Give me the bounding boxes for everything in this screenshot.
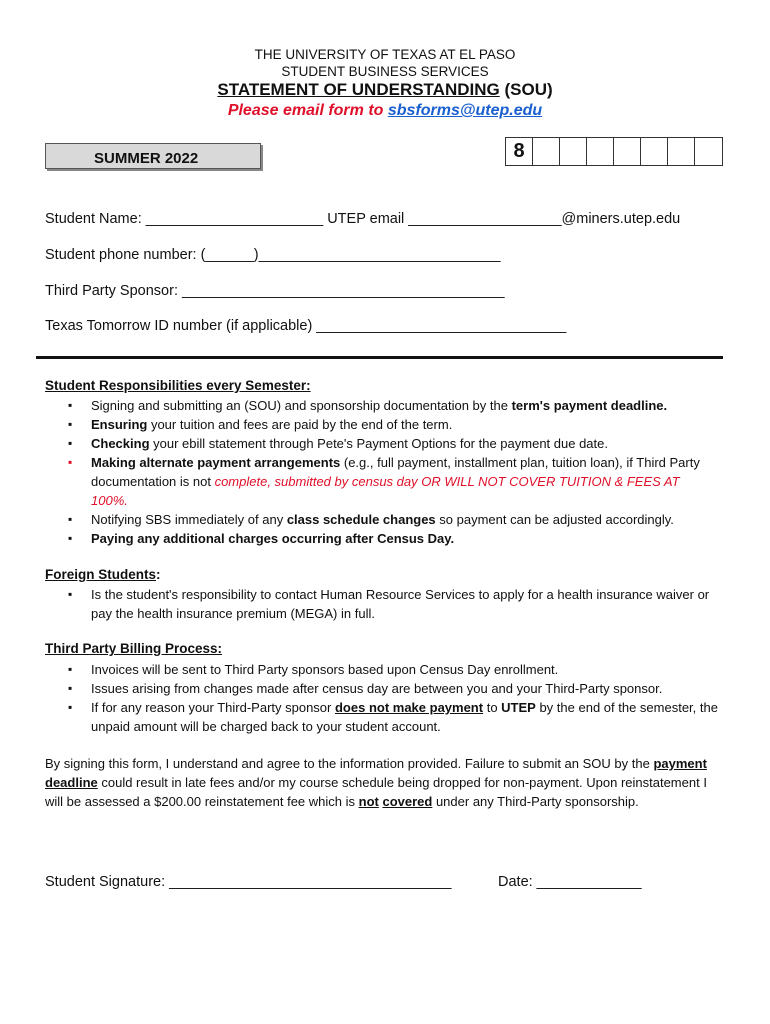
agreement-text: By signing this form, I understand and agree to the information provided. Failure to submit an SOU by the (45, 756, 654, 771)
item-bold: Paying any additional charges occurring after Census Day. (91, 531, 455, 546)
billing-heading: Third Party Billing Process: (45, 641, 223, 656)
item-text: by the end of the semester, the unpaid amount will be charged back to your student account. (91, 700, 718, 734)
agreement-emphasis: not (358, 794, 379, 809)
item-text: Signing and submitting an (SOU) and sponsorship documentation by the (91, 398, 512, 413)
item-bold: term's payment deadline. (511, 398, 668, 413)
university-name: THE UNIVERSITY OF TEXAS AT EL PASO (254, 47, 516, 62)
list-item (68, 453, 718, 510)
form-title (0, 80, 770, 100)
item-text: so payment can be adjusted accordingly. (435, 512, 674, 527)
item-bold: UTEP (501, 700, 536, 715)
id-cell[interactable] (668, 138, 695, 165)
item-warning: complete, submitted by census day OR WILL NOT COVER TUITION & FEES AT 100%. (91, 474, 680, 508)
item-text: your ebill statement through Pete's Payment Options for the payment due date. (149, 436, 608, 451)
item-text: (e.g., full payment, installment plan, tuition loan), if Third Party documentation is not (91, 455, 700, 489)
item-text: Invoices will be sent to Third Party sponsors based upon Census Day enrollment. (91, 662, 559, 677)
list-item (68, 679, 718, 698)
agreement-emphasis: covered (382, 794, 433, 809)
student-name-email-field[interactable]: Student Name: ______________________ UTEP email ___________________@miners.utep.edu (45, 211, 681, 227)
responsibilities-heading: Student Responsibilities every Semester: (45, 378, 311, 393)
sponsor-field[interactable]: Third Party Sponsor: ________________________________________ (45, 283, 505, 299)
list-item (68, 660, 718, 679)
item-text: your tuition and fees are paid by the end of the term. (147, 417, 453, 432)
foreign-heading-text: Foreign Students (45, 567, 156, 582)
id-cell[interactable]: 8 (506, 138, 533, 165)
billing-list (68, 660, 718, 736)
foreign-list (68, 585, 718, 623)
list-item (68, 510, 718, 529)
list-item (68, 698, 718, 736)
agreement-paragraph (45, 754, 725, 811)
texas-tomorrow-field[interactable]: Texas Tomorrow ID number (if applicable) _______________________________ (45, 318, 567, 334)
item-bold: Checking (91, 436, 150, 451)
foreign-heading-colon: : (156, 567, 161, 582)
id-cell[interactable] (560, 138, 587, 165)
item-bold: Making alternate payment arrangements (91, 455, 341, 470)
item-text: Is the student's responsibility to contact Human Resource Services to apply for a health insurance waiver or pay the health insurance premium (MEGA) in full. (91, 587, 710, 621)
term-label: SUMMER 2022 (94, 150, 199, 167)
id-cell[interactable] (533, 138, 560, 165)
item-bold: class schedule changes (286, 512, 436, 527)
list-item (68, 396, 718, 415)
item-emphasis: does not make payment (334, 700, 484, 715)
form-title-main: STATEMENT OF UNDERSTANDING (217, 80, 500, 99)
email-link[interactable]: sbsforms@utep.edu (387, 102, 543, 119)
form-title-suffix: (SOU) (499, 80, 553, 99)
id-cell[interactable] (695, 138, 722, 165)
agreement-text: under any Third-Party sponsorship. (432, 794, 639, 809)
foreign-heading (45, 567, 161, 582)
student-id-grid[interactable] (505, 137, 723, 166)
agreement-text: could result in late fees and/or my course schedule being dropped for non-payment. Upon reinstatement I will be assessed a $200.00 reinstatement fee which is (45, 775, 707, 809)
item-text: Notifying SBS immediately of any (91, 512, 287, 527)
date-field[interactable]: Date: _____________ (498, 874, 642, 890)
id-cell[interactable] (641, 138, 668, 165)
id-cell[interactable] (614, 138, 641, 165)
item-text: to (483, 700, 502, 715)
responsibilities-list (68, 396, 718, 548)
term-box (45, 143, 261, 169)
item-bold: Ensuring (91, 417, 148, 432)
list-item (68, 585, 718, 623)
id-cell[interactable] (587, 138, 614, 165)
list-item (68, 529, 718, 548)
department-name: STUDENT BUSINESS SERVICES (281, 64, 489, 79)
item-text: If for any reason your Third-Party sponsor (91, 700, 335, 715)
list-item (68, 415, 718, 434)
phone-field[interactable]: Student phone number: (______)______________________________ (45, 247, 501, 263)
agreement-emphasis: payment deadline (45, 756, 707, 790)
list-item (68, 434, 718, 453)
email-prefix: Please email form to (227, 102, 388, 119)
divider (36, 356, 723, 359)
signature-field[interactable]: Student Signature: ___________________________________ (45, 874, 452, 890)
email-instruction (0, 102, 770, 120)
item-text: Issues arising from changes made after census day are between you and your Third-Party sponsor. (91, 681, 663, 696)
